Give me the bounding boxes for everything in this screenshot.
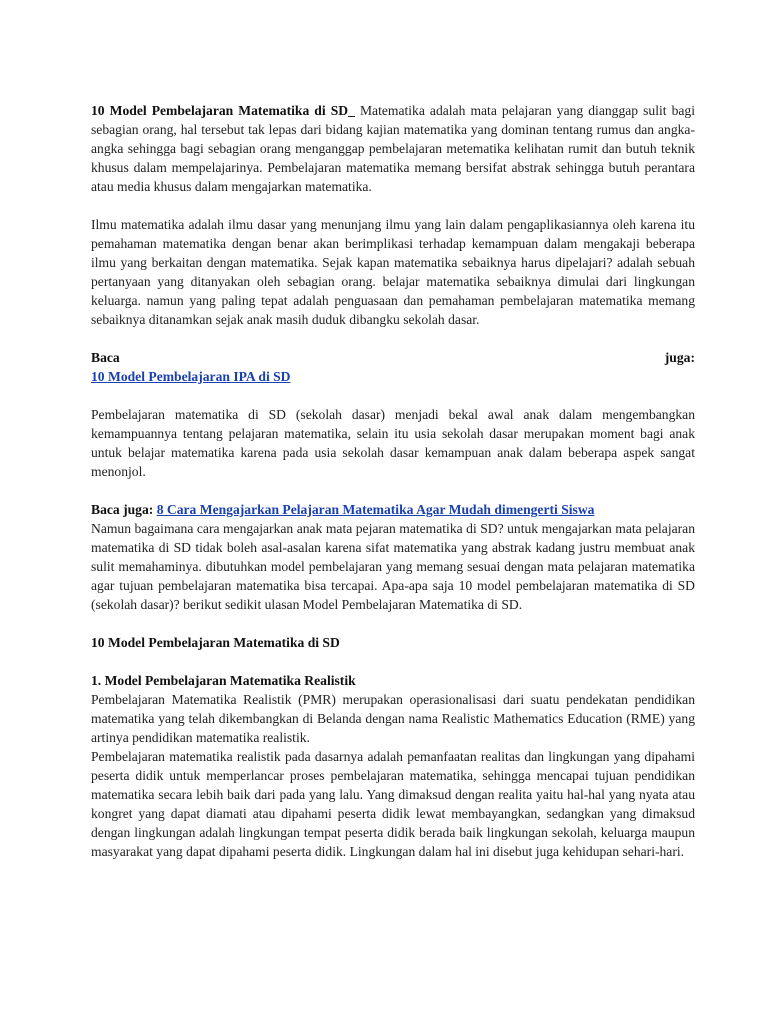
juga-label: juga: — [664, 350, 695, 365]
baca-juga-line — [91, 348, 695, 367]
section-heading: 10 Model Pembelajaran Matematika di SD — [91, 635, 340, 650]
intro-text: Matematika adalah mata pelajaran yang dianggap sulit bagi sebagian orang, hal tersebut tak lepas dari bidang kajian matematika yang dominan tentang rumus dan angka-angka sehingga bagi sebagian orang menganggap pembelajaran metematika kelihatan rumit dan butuh teknik khusus dalam mempelajarinya. Pembelajaran matematika memang bersifat abstrak sehingga butuh perantara atau media khusus dalam mengajarkan matematika. — [91, 103, 696, 194]
paragraph-pmr-explanation: Pembelajaran matematika realistik pada dasarnya adalah pemanfaatan realitas dan lingkungan yang dipahami peserta didik untuk memperlancar proses pembelajaran matematika, sehingga mencapai tujuan pendidikan matematika secara lebih baik dari pada yang lalu. Yang dimaksud dengan realita yaitu hal-hal yang nyata atau kongret yang dapat diamati atau dipahami peserta didik lewat membayangkan, sedangkan yang dimaksud dengan lingkungan adalah lingkungan tempat peserta didik berada baik lingkungan sekolah, keluarga maupun masyarakat yang dapat dipahami peserta didik. Lingkungan dalam hal ini disebut juga kehidupan sehari-hari. — [91, 749, 695, 859]
document-page — [91, 101, 695, 861]
link-model-pembelajaran-ipa[interactable]: 10 Model Pembelajaran IPA di SD — [91, 369, 291, 384]
intro-title: 10 Model Pembelajaran Matematika di SD_ — [91, 103, 355, 118]
baca-juga-label: Baca juga: — [91, 502, 157, 517]
paragraph-ilmu-matematika: Ilmu matematika adalah ilmu dasar yang menunjang ilmu yang lain dalam pengaplikasiannya oleh karena itu pemahaman matematika dengan benar akan berimplikasi terhadap kemampuan dalam mengakaji beberapa ilmu yang berkaitan dengan matematika. Sejak kapan matematika sebaiknya harus dipelajari? adalah sebuah pertanyaan yang ditanyakan oleh sebagian orang. belajar matematika sebaiknya dimulai dari lingkungan keluarga. namun yang paling tepat adalah penguasaan dan pemahaman pembelajaran matematika memang sebaiknya ditanamkan sejak anak masih duduk dibangku sekolah dasar. — [91, 217, 695, 327]
intro-paragraph — [91, 101, 695, 196]
spacer — [91, 614, 695, 633]
baca-juga-link-line — [91, 367, 695, 386]
baca-label: Baca — [91, 350, 120, 365]
spacer — [91, 481, 695, 500]
paragraph-pmr-definition: Pembelajaran Matematika Realistik (PMR) merupakan operasionalisasi dari suatu pendekatan pendidikan matematika yang telah dikembangkan di Belanda dengan nama Realistic Mathematics Education (RME) yang artinya pendidikan matematika realistik. — [91, 692, 695, 745]
baca-juga-line-2 — [91, 500, 695, 519]
paragraph-pembelajaran-sd: Pembelajaran matematika di SD (sekolah dasar) menjadi bekal awal anak dalam mengembangkan kemampuannya tentang pelajaran matematika, selain itu usia sekolah dasar merupakan moment bagi anak untuk belajar matematika karena pada usia sekolah dasar kemampuan anak dalam beberapa aspek sangat menonjol. — [91, 407, 695, 479]
spacer — [91, 386, 695, 405]
link-cara-mengajarkan-matematika[interactable]: 8 Cara Mengajarkan Pelajaran Matematika Agar Mudah dimengerti Siswa — [156, 502, 595, 517]
subsection-heading: 1. Model Pembelajaran Matematika Realistik — [91, 673, 356, 688]
spacer — [91, 652, 695, 671]
paragraph-cara-mengajarkan: Namun bagaimana cara mengajarkan anak mata pejaran matematika di SD? untuk mengajarkan mata pelajaran matematika di SD tidak boleh asal-asalan karena sifat matematika yang abstrak kadang justru membuat anak sulit memahaminya. dibutuhkan model pembelajaran yang memang sesuai dengan mata pelajaran matematika agar tujuan pembelajaran matematika bisa tercapai. Apa-apa saja 10 model pembelajaran matematika di SD (sekolah dasar)? berikut sedikit ulasan Model Pembelajaran Matematika di SD. — [91, 521, 695, 612]
spacer — [91, 196, 695, 215]
spacer — [91, 329, 695, 348]
